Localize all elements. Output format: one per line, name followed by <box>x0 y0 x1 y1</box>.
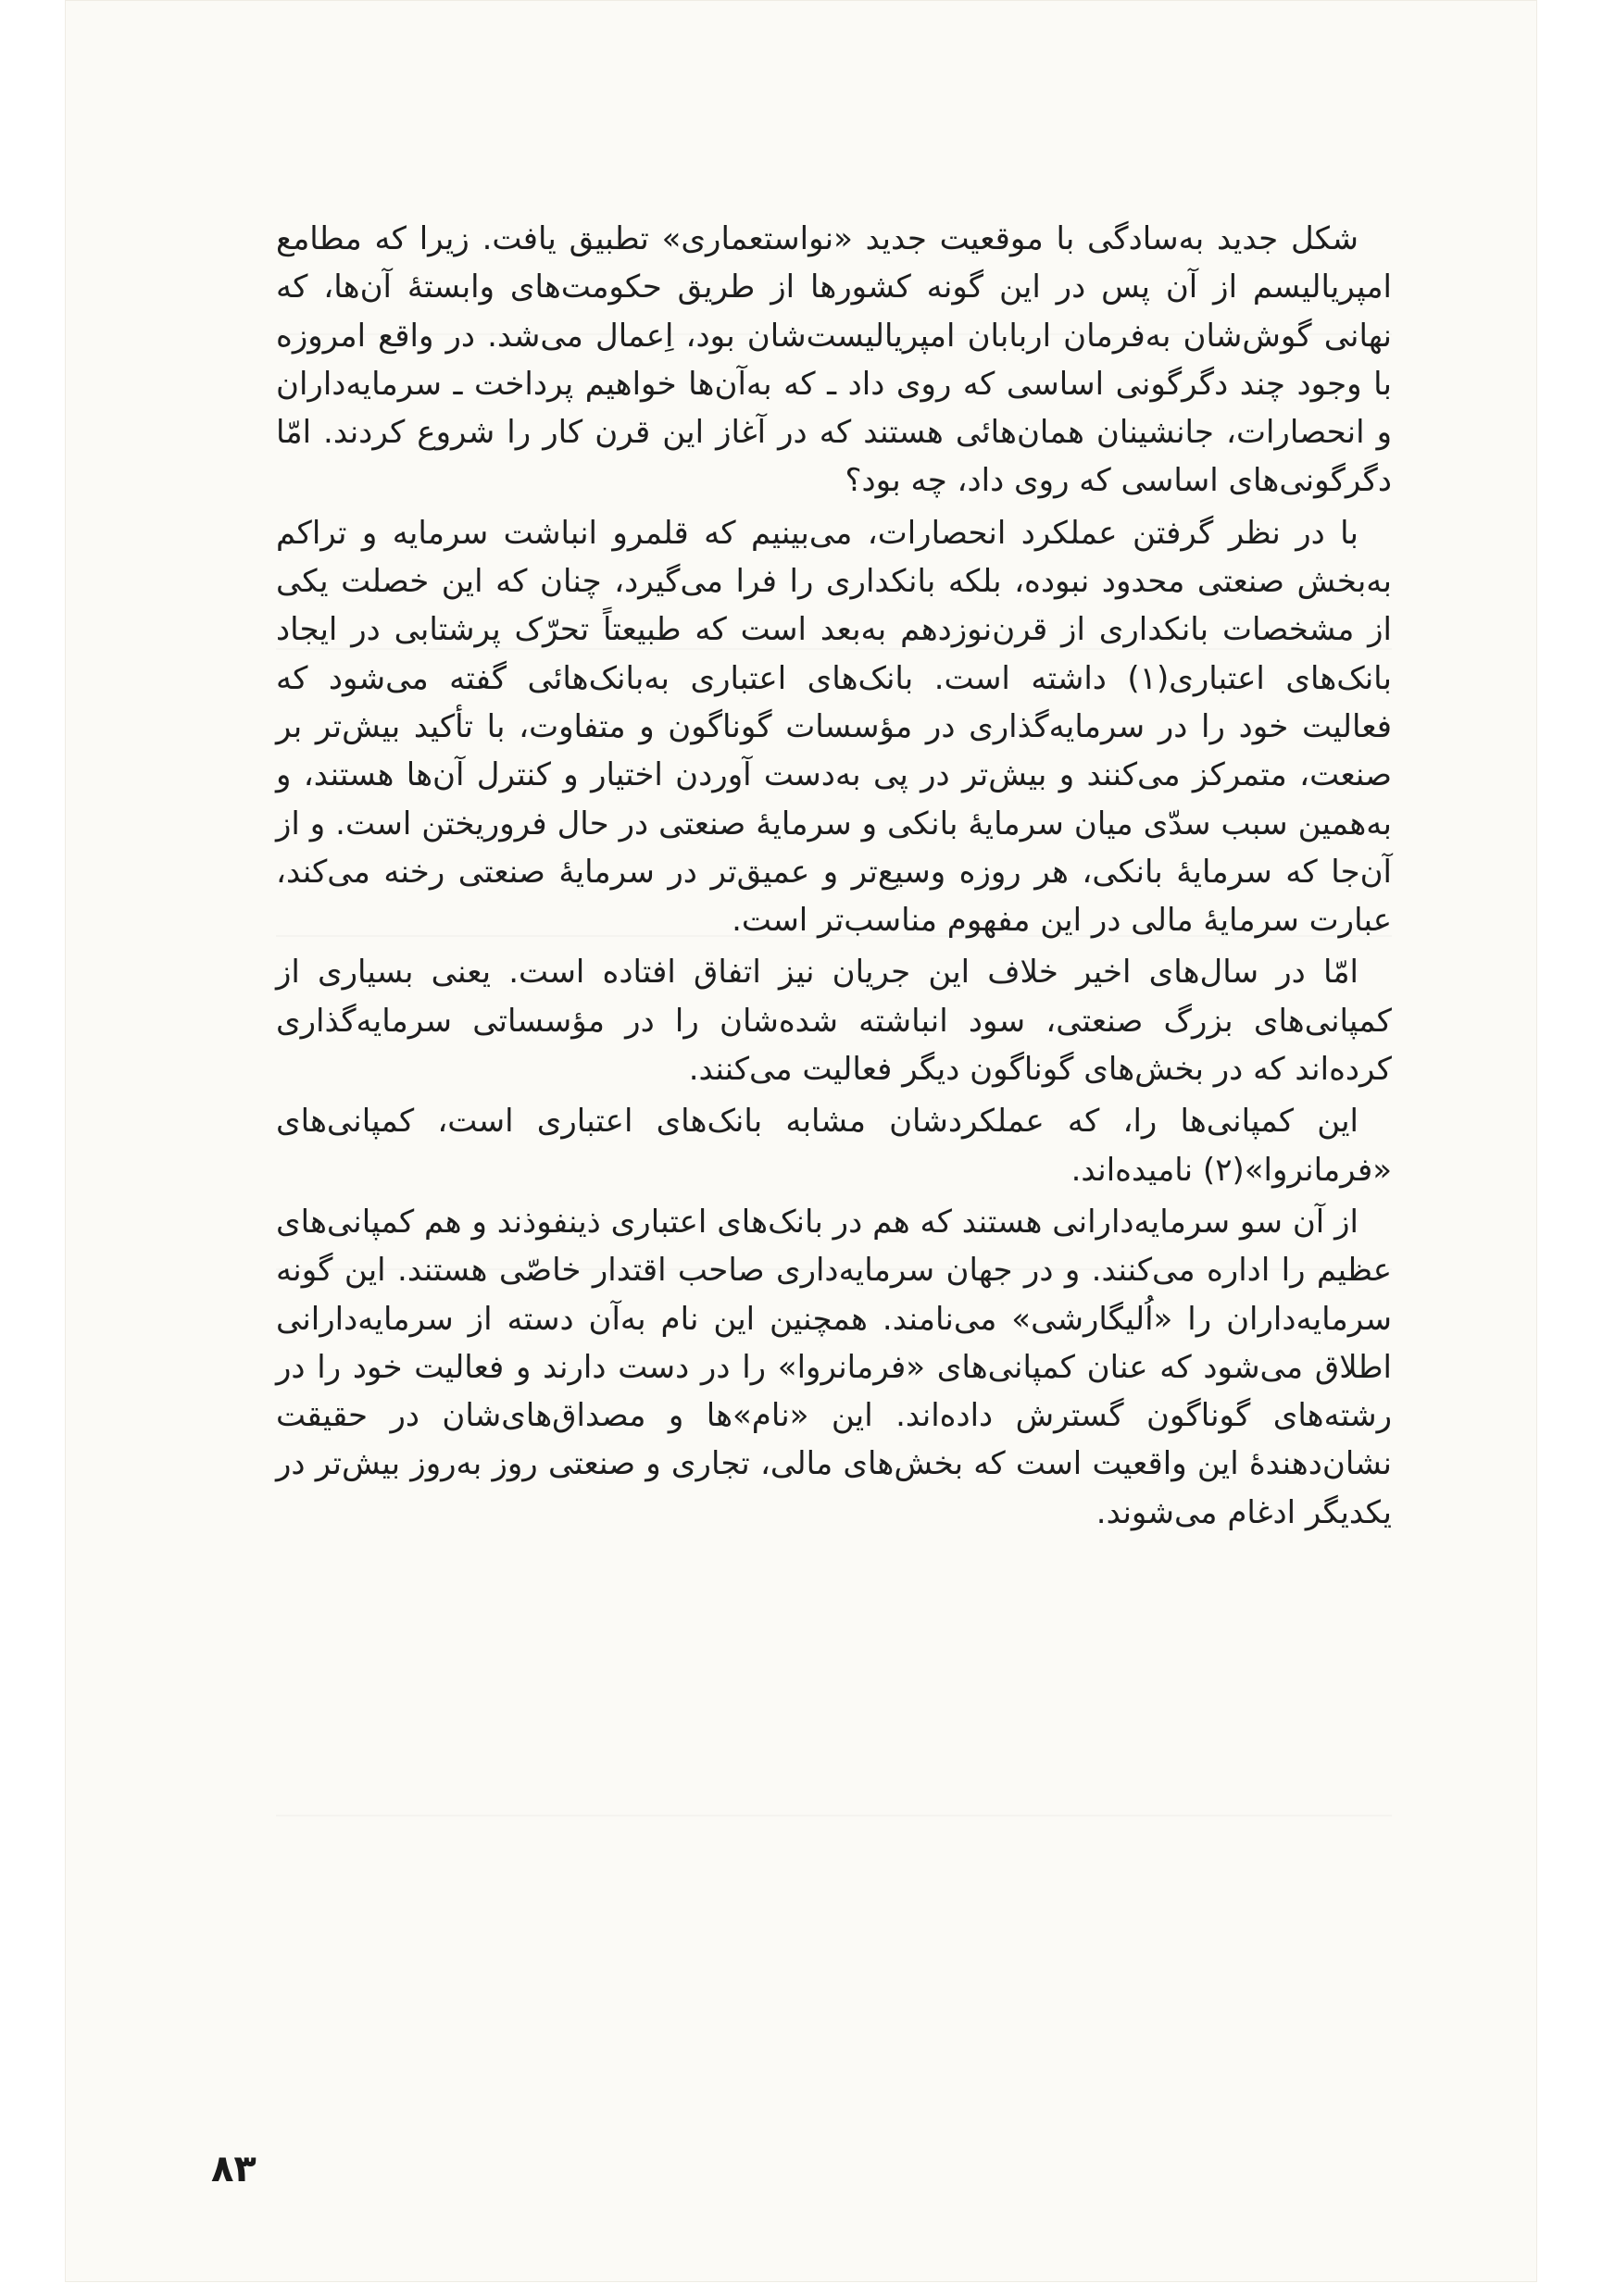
paragraph: امّا در سال‌های اخیر خلاف این جریان نیز اتفاق افتاده است. یعنی بسیاری از کمپانی‌های بزرگ صنعتی، سود انباشته شده‌شان را در مؤسساتی سرمایه‌گذاری کرده‌اند که در بخش‌های گوناگون دیگر فعالیت می‌کنند. <box>276 954 1392 1089</box>
paragraph: از آن سو سرمایه‌دارانی هستند که هم در بانک‌های اعتباری ذینفوذند و هم کمپانی‌های عظیم را اداره می‌کنند. و در جهان سرمایه‌داری صاحب اقتدار خاصّی هستند. این گونه سرمایه‌داران را «اُلیگارشی» می‌نامند. همچنین این نام به‌آن دسته از سرمایه‌دارانی اطلاق می‌شود که عنان کمپانی‌های «فرمانروا» را در دست دارند و فعالیت خود را در رشته‌های گوناگون گسترش داده‌اند. این «نام»ها و مصداق‌های‌شان در حقیقت نشان‌دهندهٔ این واقعیت است که بخش‌های مالی، تجاری و صنعتی روز به‌روز بیش‌تر در یکدیگر ادغام می‌شوند. <box>276 1203 1392 1531</box>
paragraph: شکل جدید به‌سادگی با موقعیت جدید «نواستعماری» تطبیق یافت. زیرا که مطامع امپریالیسم از آن پس در این گونه کشورها از طریق حکومت‌های وابستهٔ آن‌ها، که نهانی گوش‌شان به‌فرمان اربابان امپریالیست‌شان بود، اِعمال می‌شد. در واقع امروزه با وجود چند دگرگونی اساسی که روی داد ـ که به‌آن‌ها خواهیم پرداخت ـ سرمایه‌داران و انحصارات، جانشینان همان‌هائی هستند که در آغاز این قرن کار را شروع کردند. امّا دگرگونی‌های اساسی که روی داد، چه بود؟ <box>276 220 1392 500</box>
show-through-line <box>276 1815 1392 1816</box>
paragraph: این کمپانی‌ها را، که عملکردشان مشابه بانک‌های اعتباری است، کمپانی‌های «فرمانروا»(۲) نامیده‌اند. <box>276 1103 1392 1189</box>
page-number: ۸۳ <box>211 2148 257 2190</box>
body-text <box>276 215 1392 1541</box>
paragraph: با در نظر گرفتن عملکرد انحصارات، می‌بینیم که قلمرو انباشت سرمایه و تراکم به‌بخش صنعتی محدود نبوده، بلکه بانکداری را فرا می‌گیرد، چنان که این خصلت یکی از مشخصات بانکداری از قرن‌نوزدهم به‌بعد است که طبیعتاً تحرّک پرشتابی در ایجاد بانک‌های اعتباری(۱) داشته است. بانک‌های اعتباری به‌بانک‌هائی گفته می‌شود که فعالیت خود را در سرمایه‌گذاری در مؤسسات گوناگون و متفاوت، با تأکید بیش‌تر بر صنعت، متمرکز می‌کنند و بیش‌تر در پی به‌دست آوردن اختیار و کنترل آن‌ها هستند، و به‌همین سبب سدّی میان سرمایهٔ بانکی و سرمایهٔ صنعتی در حال فروریختن است. و از آن‌جا که سرمایهٔ بانکی، هر روزه وسیع‌تر و عمیق‌تر در سرمایهٔ صنعتی رخنه می‌کند، عبارت سرمایهٔ مالی در این مفهوم مناسب‌تر است. <box>276 514 1392 940</box>
